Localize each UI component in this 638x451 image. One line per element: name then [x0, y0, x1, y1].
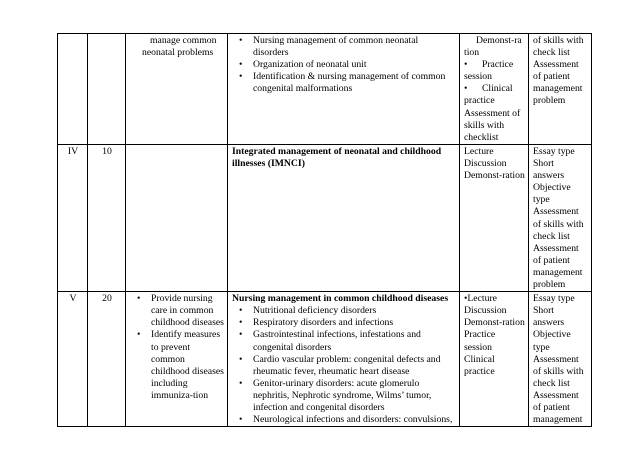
assessment-line: Assessment [533, 389, 579, 401]
table-row [58, 145, 592, 292]
list-item: • Respiratory disorders and infections [239, 317, 394, 329]
bullet-icon: • [137, 329, 141, 341]
objectives-list [130, 293, 224, 402]
assessment-line: problem [533, 279, 566, 291]
bullet-icon: • [239, 329, 243, 341]
list-item: • Identification & nursing management of common congenital malformations [239, 71, 446, 95]
method-line: tion [464, 47, 480, 59]
assessment-line: Assessment [533, 242, 579, 254]
unit-cell: V [58, 292, 88, 427]
list-item: • Organization of neonatal unit [239, 59, 367, 71]
assessment-line: management [533, 266, 583, 278]
bullet-icon: • [239, 414, 243, 426]
method-line: • Clinical [464, 83, 513, 95]
assessment-line: Objective [533, 182, 571, 194]
assessment-line: Short [533, 158, 554, 170]
assessment-line: Assessment [533, 206, 579, 218]
content-cell [228, 34, 460, 145]
objectives-cell [126, 145, 228, 292]
content-list [232, 305, 456, 426]
objectives-cell [126, 292, 228, 427]
assessment-line: Objective [533, 329, 571, 341]
method-line: Demonst-ration [464, 170, 525, 182]
bullet-icon: • [239, 377, 243, 389]
assessment-line: answers [533, 170, 565, 182]
unit-cell [58, 34, 88, 145]
assessment-line: management [533, 414, 583, 426]
method-line: Demonst-ra [476, 35, 522, 46]
methods-cell [460, 292, 529, 427]
method-line: session [464, 71, 492, 83]
bullet-icon: • [239, 35, 243, 46]
method-line: Demonst-ration [464, 317, 525, 329]
bullet-icon: • [239, 71, 243, 83]
method-line: Lecture [464, 146, 494, 157]
objective-text-line: neonatal problems [142, 47, 214, 59]
hours-cell: 20 [88, 292, 126, 427]
table-row [58, 34, 592, 145]
method-line: checklist [464, 131, 499, 143]
assessment-line: Short [533, 305, 554, 317]
curriculum-table [57, 33, 592, 427]
list-item: • Gastrointestinal infections, infestations and congenital disorders [239, 329, 421, 353]
bullet-icon: • [239, 353, 243, 365]
assessment-cell [529, 34, 592, 145]
method-line: Discussion [464, 305, 507, 317]
curriculum-table-page [57, 33, 592, 427]
hours-cell: 10 [88, 145, 126, 292]
assessment-line: of patient [533, 254, 570, 266]
assessment-line: problem [533, 95, 566, 107]
assessment-line: Essay type [533, 146, 575, 157]
assessment-line: answers [533, 317, 565, 329]
bullet-icon: • [239, 317, 243, 329]
assessment-line: of skills with [533, 35, 584, 46]
list-item: • Identify measures to prevent common childhood diseases including immuniza-tion [137, 329, 224, 401]
content-heading: Integrated management of neonatal and childhood illnesses (IMNCI) [232, 146, 442, 170]
content-heading: Nursing management in common childhood diseases [232, 293, 449, 305]
method-line: Assessment of [464, 107, 521, 119]
objective-text-line: manage common [150, 35, 217, 46]
assessment-line: of patient [533, 401, 570, 413]
assessment-line: check list [533, 47, 570, 59]
assessment-line: of patient [533, 71, 570, 83]
assessment-cell [529, 292, 592, 427]
method-line: Practice session [464, 329, 496, 353]
list-item: • Provide nursing care in common childhood diseases [137, 293, 224, 329]
assessment-line: of skills with [533, 218, 584, 230]
method-line: Discussion [464, 158, 507, 170]
method-line: practice [464, 95, 495, 107]
content-cell [228, 292, 460, 427]
method-line: •Lecture [464, 293, 497, 305]
assessment-cell [529, 145, 592, 292]
method-line: Clinical practice [464, 353, 495, 377]
list-item: • Nutritional deficiency disorders [239, 305, 377, 317]
table-row [58, 292, 592, 427]
assessment-line: type [533, 194, 550, 206]
assessment-line: Essay type [533, 293, 575, 305]
bullet-icon: • [239, 305, 243, 317]
assessment-line: check list [533, 230, 570, 242]
methods-cell [460, 34, 529, 145]
assessment-line: Assessment [533, 59, 579, 71]
assessment-line: Assessment [533, 353, 579, 365]
content-cell [228, 145, 460, 292]
method-line: skills with [464, 119, 505, 131]
content-list [232, 35, 456, 95]
methods-cell [460, 145, 529, 292]
list-item: • Neurological infections and disorders: convulsions, [239, 414, 453, 426]
bullet-icon: • [239, 59, 243, 71]
unit-cell: IV [58, 145, 88, 292]
assessment-line: type [533, 341, 550, 353]
assessment-line: check list [533, 377, 570, 389]
bullet-icon: • [137, 293, 141, 305]
hours-cell [88, 34, 126, 145]
objectives-cell [126, 34, 228, 145]
list-item: • Genitor-urinary disorders: acute glomerulo nephritis, Nephrotic syndrome, Wilms’ tumor, infection and congenital disorders [239, 377, 432, 413]
assessment-line: of skills with [533, 365, 584, 377]
list-item: • Cardio vascular problem: congenital defects and rheumatic fever, rheumatic heart disease [239, 353, 441, 377]
method-line: • Practice [464, 59, 514, 71]
assessment-line: management [533, 83, 583, 95]
list-item: • Nursing management of common neonatal disorders [239, 35, 419, 59]
